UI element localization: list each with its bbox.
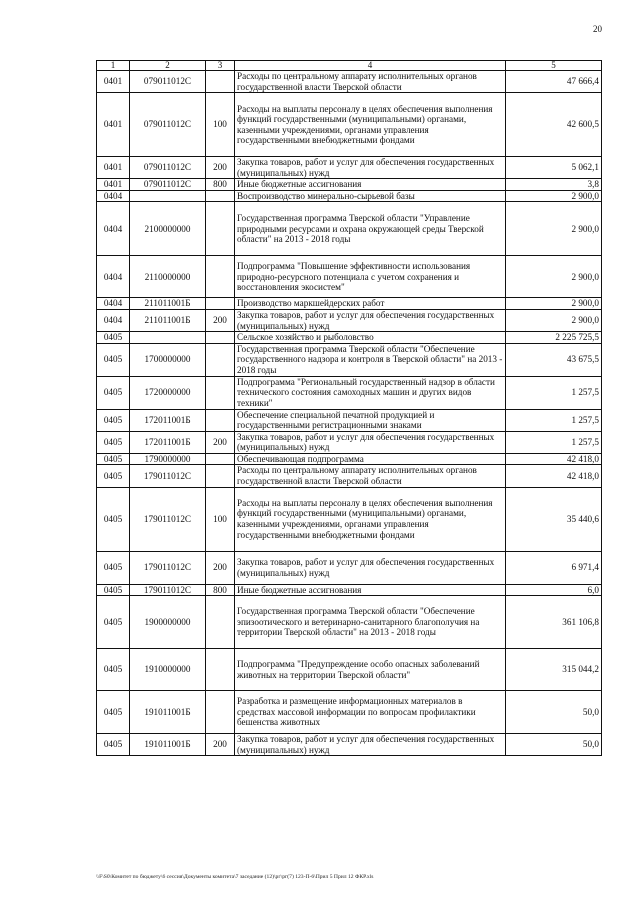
budget-table: [96, 60, 602, 756]
table-row: [97, 584, 602, 596]
cell-amount: 2 900,0: [506, 256, 602, 298]
cell-expense-type: [206, 332, 235, 344]
table-row: [97, 298, 602, 310]
cell-section-code: 0405: [97, 649, 130, 691]
cell-expense-type: [206, 71, 235, 93]
cell-expense-type: [206, 202, 235, 256]
cell-description: Закупка товаров, работ и услуг для обеспечения государственных (муниципальных) нужд: [235, 157, 506, 179]
cell-expense-type: [206, 596, 235, 649]
table-row: [97, 202, 602, 256]
table-row: [97, 551, 602, 584]
table-body: [97, 71, 602, 756]
cell-expense-type: [206, 691, 235, 734]
cell-expense-type: 100: [206, 487, 235, 551]
table-row: [97, 93, 602, 157]
cell-description: Обеспечивающая подпрограмма: [235, 453, 506, 465]
cell-amount: 42 418,0: [506, 465, 602, 487]
cell-amount: 1 257,5: [506, 376, 602, 409]
cell-expense-type: 800: [206, 179, 235, 191]
cell-section-code: 0405: [97, 596, 130, 649]
cell-amount: 35 440,6: [506, 487, 602, 551]
cell-target-article: 2110000000: [130, 256, 206, 298]
cell-description: Государственная программа Тверской области "Обеспечение государственного надзора и контроля в Тверской области" на 2013 - 2018 годы: [235, 343, 506, 376]
cell-description: Закупка товаров, работ и услуг для обеспечения государственных (муниципальных) нужд: [235, 310, 506, 332]
cell-section-code: 0405: [97, 332, 130, 344]
cell-description: Иные бюджетные ассигнования: [235, 584, 506, 596]
cell-target-article: 079011012С: [130, 71, 206, 93]
cell-expense-type: [206, 376, 235, 409]
table-row: [97, 649, 602, 691]
table-row: [97, 431, 602, 453]
cell-target-article: 211011001Б: [130, 310, 206, 332]
cell-amount: 1 257,5: [506, 431, 602, 453]
cell-section-code: 0404: [97, 202, 130, 256]
table-row: [97, 453, 602, 465]
cell-section-code: 0401: [97, 179, 130, 191]
cell-expense-type: [206, 190, 235, 202]
cell-amount: 50,0: [506, 691, 602, 734]
cell-section-code: 0405: [97, 409, 130, 431]
cell-target-article: 079011012С: [130, 93, 206, 157]
cell-amount: 315 044,2: [506, 649, 602, 691]
col-header-1: 1: [97, 61, 130, 71]
header-row: [97, 61, 602, 71]
table-row: [97, 596, 602, 649]
cell-amount: 2 225 725,5: [506, 332, 602, 344]
cell-section-code: 0404: [97, 190, 130, 202]
cell-target-article: 1700000000: [130, 343, 206, 376]
cell-section-code: 0401: [97, 93, 130, 157]
cell-expense-type: [206, 256, 235, 298]
cell-target-article: 191011001Б: [130, 734, 206, 756]
cell-expense-type: 200: [206, 310, 235, 332]
cell-expense-type: [206, 453, 235, 465]
cell-expense-type: 200: [206, 551, 235, 584]
table-row: [97, 465, 602, 487]
table-row: [97, 71, 602, 93]
cell-description: Разработка и размещение информационных материалов в средствах массовой информации по вопросам профилактики бешенства животных: [235, 691, 506, 734]
cell-description: Закупка товаров, работ и услуг для обеспечения государственных (муниципальных) нужд: [235, 551, 506, 584]
table-row: [97, 332, 602, 344]
cell-expense-type: [206, 298, 235, 310]
col-header-2: 2: [130, 61, 206, 71]
cell-amount: 6,0: [506, 584, 602, 596]
cell-amount: 2 900,0: [506, 298, 602, 310]
cell-target-article: 179011012С: [130, 551, 206, 584]
table-row: [97, 734, 602, 756]
table-row: [97, 409, 602, 431]
cell-description: Обеспечение специальной печатной продукцией и государственными регистрационными знаками: [235, 409, 506, 431]
cell-section-code: 0405: [97, 734, 130, 756]
cell-description: Государственная программа Тверской области "Обеспечение эпизоотического и ветеринарно-санитарного благополучия на территории Тверской области" на 2013 - 2018 годы: [235, 596, 506, 649]
cell-amount: 2 900,0: [506, 310, 602, 332]
cell-description: Расходы по центральному аппарату исполнительных органов государственной власти Тверской области: [235, 71, 506, 93]
cell-amount: 50,0: [506, 734, 602, 756]
cell-target-article: 1910000000: [130, 649, 206, 691]
cell-description: Расходы на выплаты персоналу в целях обеспечения выполнения функций государственными (муниципальными) органами, казенными учреждениями, органами управления государственными внебюджетными фондами: [235, 487, 506, 551]
cell-expense-type: 200: [206, 431, 235, 453]
cell-description: Подпрограмма "Повышение эффективности использования природно-ресурсного потенциала с учетом сохранения и восстановления экосистем": [235, 256, 506, 298]
cell-section-code: 0401: [97, 71, 130, 93]
cell-expense-type: 800: [206, 584, 235, 596]
cell-section-code: 0405: [97, 376, 130, 409]
cell-amount: 47 666,4: [506, 71, 602, 93]
cell-expense-type: [206, 465, 235, 487]
table-row: [97, 487, 602, 551]
cell-section-code: 0405: [97, 453, 130, 465]
table-row: [97, 343, 602, 376]
cell-description: Подпрограмма "Предупреждение особо опасных заболеваний животных на территории Тверской области": [235, 649, 506, 691]
cell-amount: 5 062,1: [506, 157, 602, 179]
cell-target-article: 1720000000: [130, 376, 206, 409]
col-header-3: 3: [206, 61, 235, 71]
cell-amount: 1 257,5: [506, 409, 602, 431]
cell-target-article: 079011012С: [130, 157, 206, 179]
col-header-4: 4: [235, 61, 506, 71]
cell-description: Закупка товаров, работ и услуг для обеспечения государственных (муниципальных) нужд: [235, 431, 506, 453]
cell-expense-type: [206, 649, 235, 691]
cell-expense-type: [206, 343, 235, 376]
cell-section-code: 0405: [97, 691, 130, 734]
cell-target-article: 1900000000: [130, 596, 206, 649]
cell-description: Воспроизводство минерально-сырьевой базы: [235, 190, 506, 202]
cell-section-code: 0404: [97, 310, 130, 332]
cell-amount: 3,8: [506, 179, 602, 191]
cell-description: Подпрограмма "Региональный государственный надзор в области технического состояния самоходных машин и других видов техники": [235, 376, 506, 409]
col-header-5: 5: [506, 61, 602, 71]
cell-target-article: 079011012С: [130, 179, 206, 191]
cell-description: Государственная программа Тверской области "Управление природными ресурсами и охрана окружающей среды Тверской области" на 2013 - 2018 годы: [235, 202, 506, 256]
cell-expense-type: 100: [206, 93, 235, 157]
cell-amount: 2 900,0: [506, 202, 602, 256]
cell-target-article: 179011012С: [130, 465, 206, 487]
cell-description: Закупка товаров, работ и услуг для обеспечения государственных (муниципальных) нужд: [235, 734, 506, 756]
cell-section-code: 0405: [97, 431, 130, 453]
cell-target-article: 1790000000: [130, 453, 206, 465]
file-path-footer: \\F\S0\Комитет по бюджету\6 сессия\Документы комитета\7 заседание (12)\рг\рг(7) 123-П-6\Прил 5 Прил 12 ФКР.xls: [96, 874, 374, 880]
cell-description: Расходы на выплаты персоналу в целях обеспечения выполнения функций государственными (муниципальными) органами, казенными учреждениями, органами управления государственными внебюджетными фондами: [235, 93, 506, 157]
cell-section-code: 0405: [97, 465, 130, 487]
cell-section-code: 0405: [97, 551, 130, 584]
cell-section-code: 0405: [97, 487, 130, 551]
table-row: [97, 157, 602, 179]
table-row: [97, 376, 602, 409]
cell-amount: 43 675,5: [506, 343, 602, 376]
cell-target-article: [130, 190, 206, 202]
cell-amount: 361 106,8: [506, 596, 602, 649]
cell-description: Расходы по центральному аппарату исполнительных органов государственной власти Тверской области: [235, 465, 506, 487]
cell-section-code: 0405: [97, 343, 130, 376]
cell-target-article: 191011001Б: [130, 691, 206, 734]
cell-amount: 2 900,0: [506, 190, 602, 202]
cell-section-code: 0401: [97, 157, 130, 179]
table-row: [97, 256, 602, 298]
cell-amount: 6 971,4: [506, 551, 602, 584]
cell-section-code: 0404: [97, 298, 130, 310]
cell-description: Производство маркшейдерских работ: [235, 298, 506, 310]
page-number: 20: [593, 24, 602, 34]
cell-target-article: 179011012С: [130, 487, 206, 551]
cell-expense-type: [206, 409, 235, 431]
table-row: [97, 691, 602, 734]
table-row: [97, 190, 602, 202]
table-row: [97, 179, 602, 191]
cell-target-article: 172011001Б: [130, 431, 206, 453]
cell-target-article: 211011001Б: [130, 298, 206, 310]
cell-amount: 42 418,0: [506, 453, 602, 465]
cell-section-code: 0405: [97, 584, 130, 596]
table-row: [97, 310, 602, 332]
cell-target-article: 179011012С: [130, 584, 206, 596]
cell-target-article: [130, 332, 206, 344]
cell-target-article: 2100000000: [130, 202, 206, 256]
cell-expense-type: 200: [206, 734, 235, 756]
cell-target-article: 172011001Б: [130, 409, 206, 431]
cell-amount: 42 600,5: [506, 93, 602, 157]
cell-description: Иные бюджетные ассигнования: [235, 179, 506, 191]
cell-expense-type: 200: [206, 157, 235, 179]
cell-section-code: 0404: [97, 256, 130, 298]
cell-description: Сельское хозяйство и рыболовство: [235, 332, 506, 344]
